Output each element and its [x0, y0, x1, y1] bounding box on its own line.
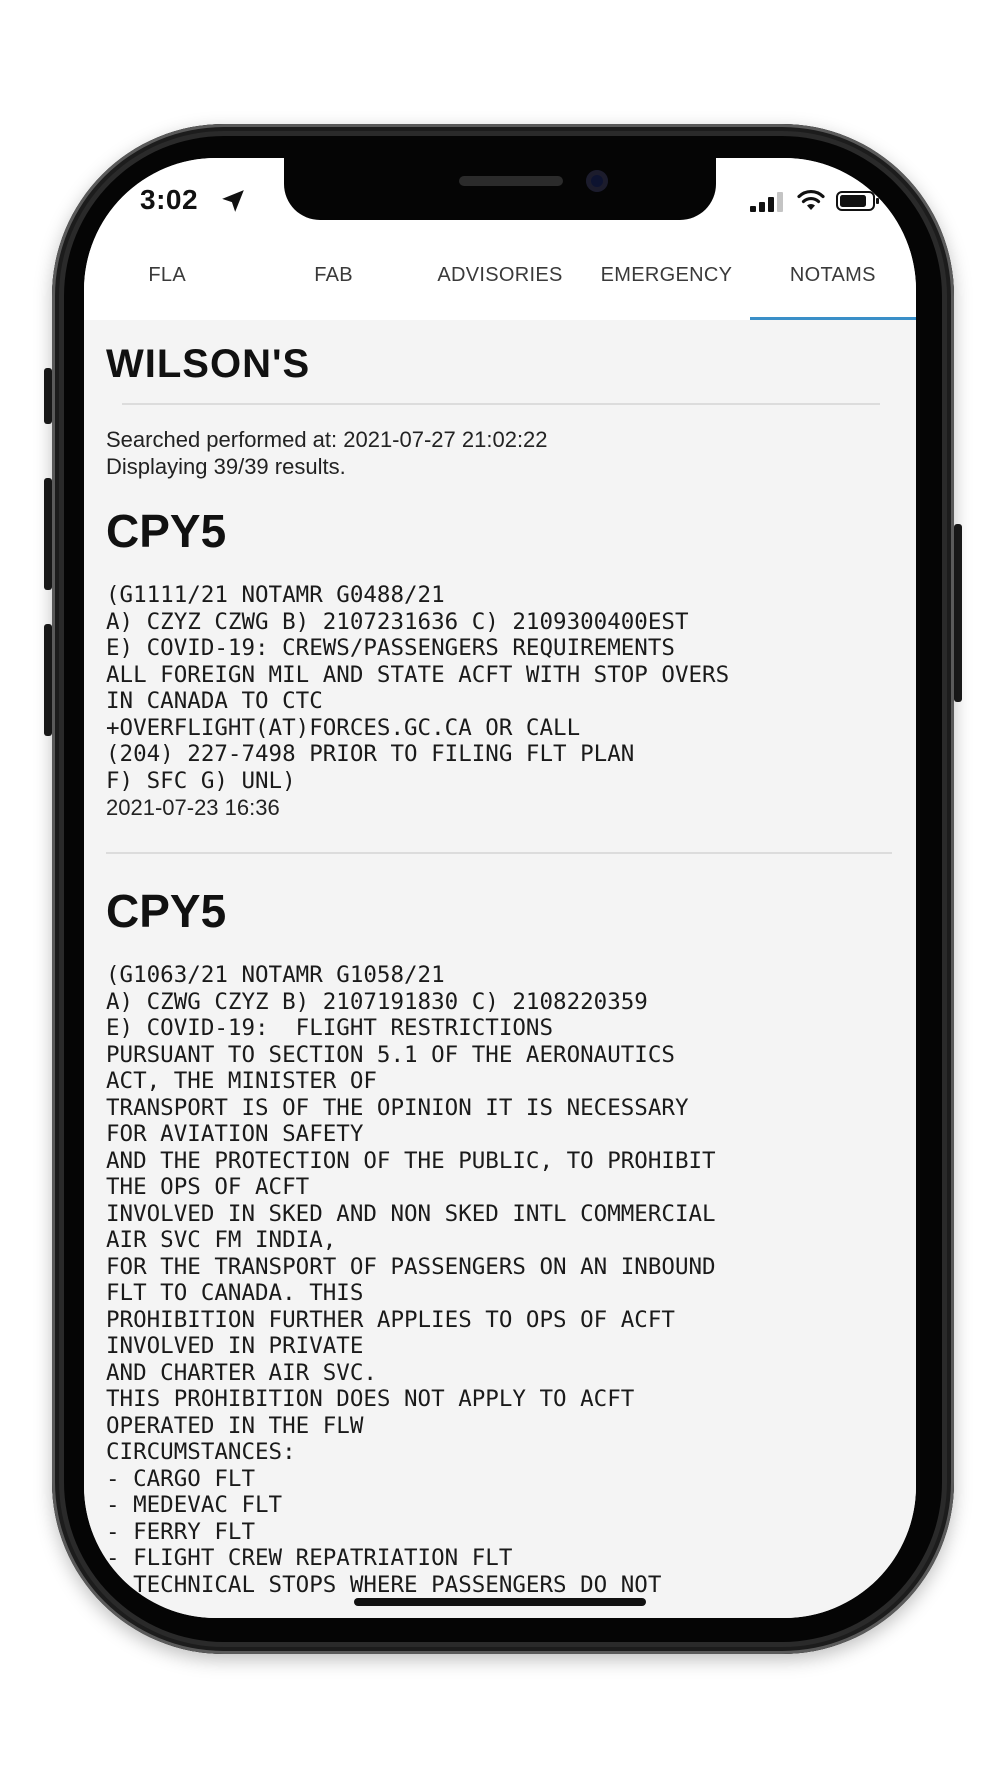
notam-text: (G1111/21 NOTAMR G0488/21 A) CZYZ CZWG B) 2107231636 C) 2109300400EST E) COVID-19: CREWS/PASSENGERS REQUIREMENTS ALL FOREIGN MIL AND STATE ACFT WITH STOP OVERS IN CANADA TO CTC +OVERFLIGHT(AT)FORCES.GC.CA OR CALL (204) 227-7498 PRIOR TO FILING FLT PLAN F) SFC G) UNL) — [106, 582, 730, 794]
volume-up-button — [44, 478, 52, 590]
tab-fab[interactable]: FAB — [314, 264, 353, 286]
speaker-grille — [459, 176, 563, 186]
phone-screen — [84, 158, 916, 1618]
front-camera — [586, 170, 608, 192]
notam-location-id: CPY5 — [106, 505, 227, 557]
notam-text: (G1063/21 NOTAMR G1058/21 A) CZWG CZYZ B) 2107191830 C) 2108220359 E) COVID-19: FLIGHT RESTRICTIONS PURSUANT TO SECTION 5.1 OF THE AERONAUTICS ACT, THE MINISTER OF TRANSPORT IS OF THE OPINION IT IS NECESSARY FOR AVIATION SAFETY AND THE PROTECTION OF THE PUBLIC, TO PROHIBIT THE OPS OF ACFT INVOLVED IN SKED AND NON SKED INTL COMMERCIAL AIR SVC FM INDIA, FOR THE TRANSPORT OF PASSENGERS ON AN INBOUND FLT TO CANADA. THIS PROHIBITION FURTHER APPLIES TO OPS OF ACFT INVOLVED IN PRIVATE AND CHARTER AIR SVC. THIS PROHIBITION DOES NOT APPLY TO ACFT OPERATED IN THE FLW CIRCUMSTANCES: - CARGO FLT - MEDEVAC FLT - FERRY FLT - FLIGHT CREW REPATRIATION FLT - TECHNICAL STOPS WHERE PASSENGERS DO NOT — [106, 962, 716, 1598]
tab-fla[interactable]: FLA — [148, 264, 186, 286]
notam-item — [106, 504, 896, 821]
cellular-signal-icon — [750, 192, 786, 212]
notam-results-panel[interactable] — [84, 320, 916, 1618]
title-divider — [122, 403, 880, 405]
location-arrow-icon — [220, 188, 246, 214]
status-bar — [84, 158, 916, 254]
notam-item — [106, 884, 896, 1598]
tab-emergency[interactable]: EMERGENCY — [600, 264, 733, 286]
battery-icon — [836, 190, 880, 212]
tab-advisories[interactable]: ADVISORIES — [437, 264, 563, 286]
silent-switch — [44, 368, 52, 424]
tab-bar — [84, 254, 916, 321]
notam-divider — [106, 852, 892, 854]
home-indicator[interactable] — [354, 1598, 646, 1606]
search-timestamp: Searched performed at: 2021-07-27 21:02:22 — [106, 427, 548, 452]
notam-location-id: CPY5 — [106, 885, 227, 937]
notch — [284, 158, 716, 220]
search-meta — [106, 426, 548, 480]
power-button — [954, 524, 962, 702]
notam-date: 2021-07-23 16:36 — [106, 795, 280, 820]
volume-down-button — [44, 624, 52, 736]
results-count: Displaying 39/39 results. — [106, 454, 346, 479]
tab-notams[interactable]: NOTAMS — [750, 254, 916, 320]
page-title: WILSON'S — [106, 342, 311, 386]
status-time: 3:02 — [140, 184, 199, 215]
wifi-icon — [796, 188, 826, 212]
